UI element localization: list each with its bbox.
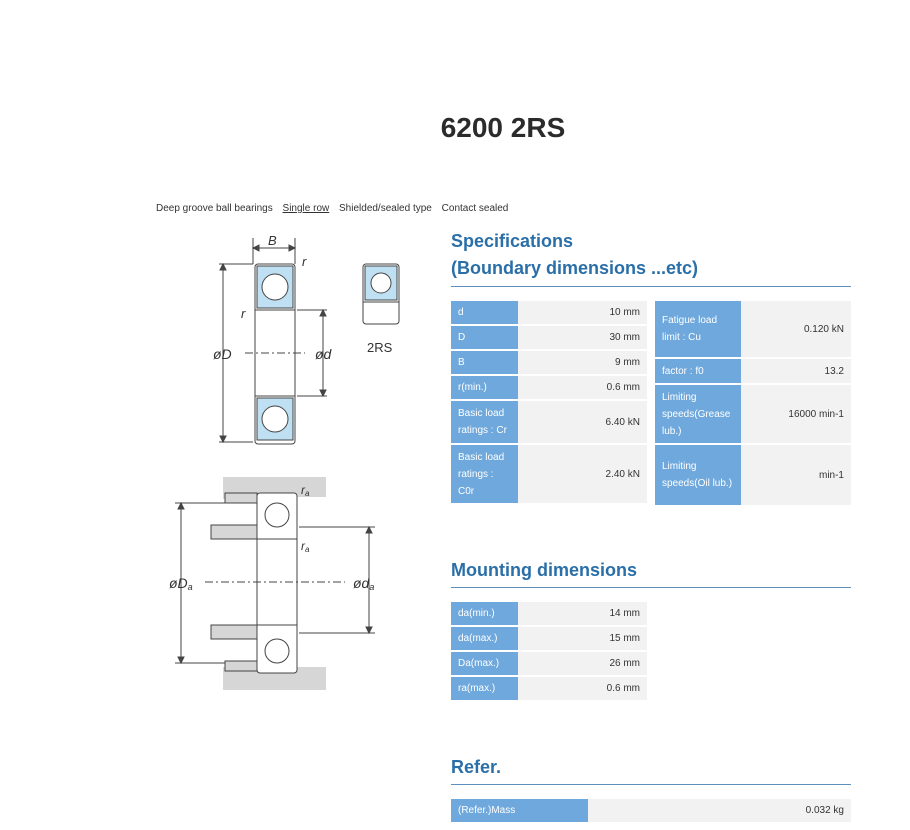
mount-value: 15 mm — [518, 627, 647, 652]
spec-label: Basic load ratings : Cr — [451, 401, 518, 445]
table-row — [451, 301, 647, 326]
table-row — [451, 602, 647, 627]
specifications-title — [451, 228, 698, 282]
mount-value: 26 mm — [518, 652, 647, 677]
specifications-table-left — [451, 301, 647, 505]
dim-d-label: ød — [315, 346, 332, 362]
dim-D-label: øD — [213, 346, 232, 362]
spec-value: 0.6 mm — [518, 376, 647, 401]
spec-label: B — [451, 351, 518, 376]
specifications-title-line1: Specifications — [451, 231, 574, 251]
mount-label: da(max.) — [451, 627, 518, 652]
breadcrumb — [156, 203, 515, 214]
table-row — [451, 677, 647, 702]
table-row — [451, 351, 647, 376]
bearing-section-diagram — [205, 228, 420, 450]
spec-value: 9 mm — [518, 351, 647, 376]
mount-value: 0.6 mm — [518, 677, 647, 702]
breadcrumb-type: Deep groove ball bearings — [156, 203, 273, 214]
mount-Da-label: øDa — [169, 575, 193, 592]
spec-label: Fatigue load limit : Cu — [655, 301, 741, 359]
mount-label: da(min.) — [451, 602, 518, 627]
refer-title: Refer. — [451, 757, 502, 777]
table-row — [451, 627, 647, 652]
mount-ra-top-label: ra — [301, 483, 310, 498]
specifications-table-right — [655, 301, 851, 507]
spec-label: Limiting speeds(Grease lub.) — [655, 385, 741, 445]
spec-value: min-1 — [741, 445, 851, 507]
table-row — [451, 445, 647, 505]
mount-label: Da(max.) — [451, 652, 518, 677]
spec-value: 16000 min-1 — [741, 385, 851, 445]
spec-label: factor : f0 — [655, 359, 741, 385]
spec-value: 30 mm — [518, 326, 647, 351]
specifications-divider — [451, 286, 851, 287]
mount-da-label: øda — [353, 575, 375, 592]
table-row — [655, 385, 851, 445]
table-row — [655, 301, 851, 359]
spec-value: 13.2 — [741, 359, 851, 385]
breadcrumb-row-link[interactable]: Single row — [282, 203, 330, 214]
specifications-title-line2: (Boundary dimensions ...etc) — [451, 258, 699, 278]
table-row — [451, 652, 647, 677]
mount-value: 14 mm — [518, 602, 647, 627]
spec-value: 0.120 kN — [741, 301, 851, 359]
refer-label: (Refer.)Mass — [451, 799, 588, 824]
spec-label: D — [451, 326, 518, 351]
table-row — [451, 799, 851, 824]
refer-divider — [451, 784, 851, 785]
table-row — [451, 376, 647, 401]
breadcrumb-seal: Shielded/sealed type — [339, 203, 432, 214]
table-row — [655, 445, 851, 507]
spec-label: r(min.) — [451, 376, 518, 401]
mount-ra-mid-label: ra — [301, 539, 310, 554]
refer-table — [451, 799, 851, 824]
mounting-diagram — [165, 475, 385, 693]
table-row — [451, 401, 647, 445]
spec-label: Basic load ratings : C0r — [451, 445, 518, 505]
dim-r-side-label: r — [241, 306, 246, 321]
table-row — [655, 359, 851, 385]
breadcrumb-contact: Contact sealed — [441, 203, 509, 214]
page-title: 6200 2RS — [440, 112, 566, 143]
mounting-table — [451, 602, 647, 702]
mount-label: ra(max.) — [451, 677, 518, 702]
variant-2rs-label: 2RS — [367, 340, 393, 355]
table-row — [451, 326, 647, 351]
mounting-title: Mounting dimensions — [451, 560, 637, 580]
spec-label: d — [451, 301, 518, 326]
spec-value: 6.40 kN — [518, 401, 647, 445]
spec-value: 10 mm — [518, 301, 647, 326]
spec-label: Limiting speeds(Oil lub.) — [655, 445, 741, 507]
spec-value: 2.40 kN — [518, 445, 647, 505]
refer-value: 0.032 kg — [588, 799, 851, 824]
dim-B-label: B — [268, 233, 277, 248]
mounting-divider — [451, 587, 851, 588]
dim-r-top-label: r — [302, 254, 307, 269]
